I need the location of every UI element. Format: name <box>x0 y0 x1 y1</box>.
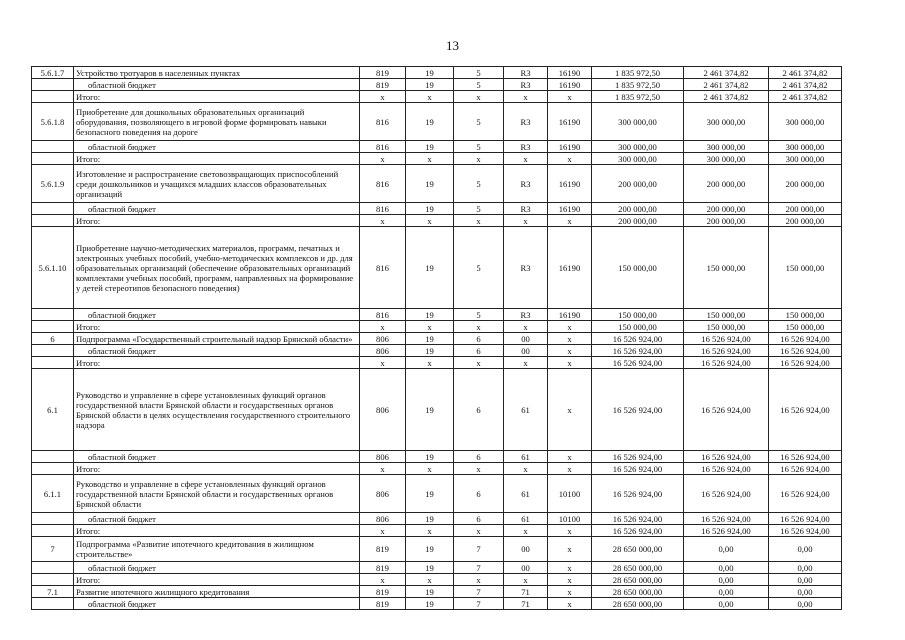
subsection-code-cell: 6 <box>454 475 504 513</box>
direction-code-cell: x <box>548 357 592 369</box>
subsection-code-cell: x <box>454 525 504 537</box>
total-row <box>32 215 842 227</box>
row-number-cell <box>32 525 74 537</box>
row-name-cell: Развитие ипотечного жилищного кредитования <box>74 586 360 598</box>
subsection-code-cell: 6 <box>454 345 504 357</box>
section-code-cell: 19 <box>406 165 454 203</box>
amount-year1-cell: 300 000,00 <box>592 103 684 141</box>
amount-year3-cell: 16 526 924,00 <box>769 357 842 369</box>
row-number-cell <box>32 598 74 610</box>
amount-year2-cell: 2 461 374,82 <box>684 67 769 79</box>
amount-year3-cell: 0,00 <box>769 598 842 610</box>
program-code-cell: x <box>504 574 548 586</box>
amount-year1-cell: 16 526 924,00 <box>592 357 684 369</box>
ministry-code-cell: 816 <box>360 165 406 203</box>
row-name-cell: Итого: <box>74 574 360 586</box>
amount-year1-cell: 16 526 924,00 <box>592 475 684 513</box>
subsection-code-cell: 5 <box>454 165 504 203</box>
row-name-cell: Руководство и управление в сфере установленных функций органов государственной власти Брянской области и государственных органов Брянской области <box>74 475 360 513</box>
row-number-cell <box>32 203 74 215</box>
subsection-code-cell: 6 <box>454 451 504 463</box>
amount-year2-cell: 0,00 <box>684 574 769 586</box>
row-name-cell: областной бюджет <box>74 203 360 215</box>
subsection-code-cell: 5 <box>454 203 504 215</box>
ministry-code-cell: x <box>360 153 406 165</box>
amount-year1-cell: 16 526 924,00 <box>592 513 684 525</box>
program-code-cell: 00 <box>504 345 548 357</box>
row-number-cell <box>32 345 74 357</box>
amount-year3-cell: 16 526 924,00 <box>769 451 842 463</box>
amount-year3-cell: 150 000,00 <box>769 321 842 333</box>
amount-year3-cell: 300 000,00 <box>769 153 842 165</box>
row-number-cell <box>32 309 74 321</box>
amount-year1-cell: 28 650 000,00 <box>592 574 684 586</box>
ministry-code-cell: x <box>360 215 406 227</box>
program-code-cell: x <box>504 91 548 103</box>
amount-year2-cell: 16 526 924,00 <box>684 357 769 369</box>
ministry-code-cell: 819 <box>360 67 406 79</box>
program-code-cell: x <box>504 153 548 165</box>
amount-year1-cell: 16 526 924,00 <box>592 369 684 451</box>
row-number-cell <box>32 562 74 574</box>
amount-year3-cell: 200 000,00 <box>769 165 842 203</box>
amount-year1-cell: 16 526 924,00 <box>592 463 684 475</box>
section-code-cell: 19 <box>406 227 454 309</box>
row-number-cell: 5.6.1.9 <box>32 165 74 203</box>
ministry-code-cell: 806 <box>360 345 406 357</box>
row-number-cell <box>32 513 74 525</box>
program-code-cell: x <box>504 321 548 333</box>
amount-year2-cell: 150 000,00 <box>684 227 769 309</box>
row-number-cell <box>32 357 74 369</box>
section-code-cell: x <box>406 215 454 227</box>
program-code-cell: x <box>504 463 548 475</box>
item-row <box>32 475 842 513</box>
subsection-code-cell: x <box>454 321 504 333</box>
row-number-cell: 7 <box>32 537 74 562</box>
direction-code-cell: x <box>548 321 592 333</box>
budget-source-row <box>32 345 842 357</box>
amount-year3-cell: 0,00 <box>769 574 842 586</box>
amount-year3-cell: 300 000,00 <box>769 103 842 141</box>
amount-year2-cell: 16 526 924,00 <box>684 369 769 451</box>
program-code-cell: 71 <box>504 586 548 598</box>
section-code-cell: 19 <box>406 141 454 153</box>
program-code-cell: x <box>504 357 548 369</box>
row-name-cell: Итого: <box>74 525 360 537</box>
row-name-cell: областной бюджет <box>74 513 360 525</box>
section-code-cell: 19 <box>406 562 454 574</box>
amount-year1-cell: 16 526 924,00 <box>592 451 684 463</box>
direction-code-cell: 10100 <box>548 475 592 513</box>
row-number-cell <box>32 79 74 91</box>
amount-year3-cell: 0,00 <box>769 537 842 562</box>
amount-year3-cell: 16 526 924,00 <box>769 369 842 451</box>
row-name-cell: Руководство и управление в сфере установленных функций органов государственной власти Брянской области и государственных органов Брянской области в целях осуществления государственного строительного надзора <box>74 369 360 451</box>
program-code-cell: x <box>504 525 548 537</box>
amount-year1-cell: 150 000,00 <box>592 309 684 321</box>
direction-code-cell: 16190 <box>548 165 592 203</box>
subsection-code-cell: 5 <box>454 79 504 91</box>
direction-code-cell: x <box>548 562 592 574</box>
row-number-cell <box>32 215 74 227</box>
direction-code-cell: 16190 <box>548 67 592 79</box>
amount-year2-cell: 200 000,00 <box>684 215 769 227</box>
ministry-code-cell: 816 <box>360 141 406 153</box>
program-code-cell: R3 <box>504 227 548 309</box>
amount-year3-cell: 0,00 <box>769 586 842 598</box>
program-code-cell: R3 <box>504 203 548 215</box>
amount-year2-cell: 150 000,00 <box>684 321 769 333</box>
amount-year3-cell: 2 461 374,82 <box>769 67 842 79</box>
amount-year2-cell: 16 526 924,00 <box>684 451 769 463</box>
section-code-cell: 19 <box>406 537 454 562</box>
item-row <box>32 103 842 141</box>
program-code-cell: R3 <box>504 79 548 91</box>
amount-year1-cell: 16 526 924,00 <box>592 525 684 537</box>
program-code-cell: 61 <box>504 369 548 451</box>
direction-code-cell: 16190 <box>548 203 592 215</box>
amount-year2-cell: 16 526 924,00 <box>684 475 769 513</box>
ministry-code-cell: x <box>360 574 406 586</box>
amount-year3-cell: 16 526 924,00 <box>769 345 842 357</box>
item-row <box>32 369 842 451</box>
row-number-cell <box>32 91 74 103</box>
row-name-cell: Приобретение научно-методических материалов, программ, печатных и электронных учебных пособий, учебно-методических комплексов и др. для образовательных организаций (обеспечение образовательных организаций комплектами учебных пособий, программ, направленных на формирование у детей стереотипов безопасного поведения) <box>74 227 360 309</box>
section-code-cell: 19 <box>406 369 454 451</box>
amount-year3-cell: 150 000,00 <box>769 309 842 321</box>
budget-source-row <box>32 562 842 574</box>
subsection-code-cell: x <box>454 463 504 475</box>
amount-year2-cell: 150 000,00 <box>684 309 769 321</box>
ministry-code-cell: 819 <box>360 79 406 91</box>
amount-year2-cell: 2 461 374,82 <box>684 91 769 103</box>
program-code-cell: 61 <box>504 513 548 525</box>
budget-source-row <box>32 598 842 610</box>
item-row <box>32 165 842 203</box>
section-code-cell: 19 <box>406 203 454 215</box>
direction-code-cell: x <box>548 345 592 357</box>
amount-year3-cell: 2 461 374,82 <box>769 91 842 103</box>
row-name-cell: Итого: <box>74 153 360 165</box>
direction-code-cell: x <box>548 586 592 598</box>
program-code-cell: 00 <box>504 562 548 574</box>
item-row <box>32 586 842 598</box>
section-code-cell: 19 <box>406 103 454 141</box>
total-row <box>32 463 842 475</box>
budget-table <box>31 66 842 610</box>
direction-code-cell: x <box>548 598 592 610</box>
section-code-cell: x <box>406 91 454 103</box>
direction-code-cell: 16190 <box>548 309 592 321</box>
total-row <box>32 525 842 537</box>
section-code-cell: 19 <box>406 513 454 525</box>
program-code-cell: 00 <box>504 537 548 562</box>
direction-code-cell: x <box>548 525 592 537</box>
section-code-cell: x <box>406 321 454 333</box>
total-row <box>32 321 842 333</box>
row-name-cell: Изготовление и распространение световозвращающих приспособлений среди дошкольников и учащихся младших классов образовательных организаций <box>74 165 360 203</box>
ministry-code-cell: 819 <box>360 562 406 574</box>
row-number-cell <box>32 451 74 463</box>
ministry-code-cell: 819 <box>360 586 406 598</box>
amount-year3-cell: 300 000,00 <box>769 141 842 153</box>
program-code-cell: R3 <box>504 103 548 141</box>
direction-code-cell: x <box>548 333 592 345</box>
row-number-cell: 6.1.1 <box>32 475 74 513</box>
subsection-code-cell: x <box>454 153 504 165</box>
subsection-code-cell: x <box>454 357 504 369</box>
ministry-code-cell: 816 <box>360 103 406 141</box>
budget-source-row <box>32 203 842 215</box>
amount-year1-cell: 1 835 972,50 <box>592 67 684 79</box>
row-number-cell: 5.6.1.7 <box>32 67 74 79</box>
direction-code-cell: 16190 <box>548 103 592 141</box>
ministry-code-cell: 816 <box>360 309 406 321</box>
ministry-code-cell: x <box>360 463 406 475</box>
section-code-cell: x <box>406 525 454 537</box>
item-row <box>32 67 842 79</box>
row-number-cell: 5.6.1.10 <box>32 227 74 309</box>
subsection-code-cell: 6 <box>454 333 504 345</box>
amount-year1-cell: 150 000,00 <box>592 227 684 309</box>
program-code-cell: 61 <box>504 475 548 513</box>
row-number-cell <box>32 463 74 475</box>
row-name-cell: Подпрограмма «Государственный строительный надзор Брянской области» <box>74 333 360 345</box>
ministry-code-cell: 819 <box>360 598 406 610</box>
subsection-code-cell: 6 <box>454 369 504 451</box>
amount-year1-cell: 28 650 000,00 <box>592 598 684 610</box>
total-row <box>32 91 842 103</box>
amount-year2-cell: 16 526 924,00 <box>684 463 769 475</box>
subsection-code-cell: x <box>454 574 504 586</box>
row-name-cell: Устройство тротуаров в населенных пунктах <box>74 67 360 79</box>
amount-year2-cell: 0,00 <box>684 537 769 562</box>
ministry-code-cell: 819 <box>360 537 406 562</box>
amount-year3-cell: 16 526 924,00 <box>769 333 842 345</box>
amount-year1-cell: 28 650 000,00 <box>592 537 684 562</box>
row-name-cell: областной бюджет <box>74 309 360 321</box>
ministry-code-cell: 806 <box>360 451 406 463</box>
section-code-cell: 19 <box>406 333 454 345</box>
amount-year3-cell: 200 000,00 <box>769 203 842 215</box>
section-code-cell: x <box>406 153 454 165</box>
section-code-cell: x <box>406 574 454 586</box>
budget-source-row <box>32 79 842 91</box>
amount-year3-cell: 200 000,00 <box>769 215 842 227</box>
direction-code-cell: x <box>548 451 592 463</box>
direction-code-cell: x <box>548 369 592 451</box>
section-code-cell: 19 <box>406 598 454 610</box>
subsection-code-cell: 5 <box>454 309 504 321</box>
row-name-cell: Итого: <box>74 215 360 227</box>
amount-year2-cell: 16 526 924,00 <box>684 333 769 345</box>
table-body <box>32 67 842 610</box>
amount-year1-cell: 28 650 000,00 <box>592 562 684 574</box>
item-row <box>32 537 842 562</box>
section-code-cell: 19 <box>406 451 454 463</box>
subsection-code-cell: 6 <box>454 513 504 525</box>
ministry-code-cell: 806 <box>360 475 406 513</box>
row-number-cell: 7.1 <box>32 586 74 598</box>
ministry-code-cell: x <box>360 357 406 369</box>
amount-year2-cell: 0,00 <box>684 598 769 610</box>
program-code-cell: R3 <box>504 165 548 203</box>
subsection-code-cell: 5 <box>454 103 504 141</box>
row-name-cell: областной бюджет <box>74 79 360 91</box>
amount-year3-cell: 16 526 924,00 <box>769 525 842 537</box>
ministry-code-cell: x <box>360 525 406 537</box>
subsection-code-cell: 7 <box>454 537 504 562</box>
row-name-cell: Приобретение для дошкольных образовательных организаций оборудования, позволяющего в игровой форме формировать навыки безопасного поведения на дороге <box>74 103 360 141</box>
program-code-cell: R3 <box>504 309 548 321</box>
subsection-code-cell: 7 <box>454 562 504 574</box>
subsection-code-cell: x <box>454 91 504 103</box>
amount-year2-cell: 2 461 374,82 <box>684 79 769 91</box>
amount-year1-cell: 300 000,00 <box>592 141 684 153</box>
direction-code-cell: x <box>548 463 592 475</box>
ministry-code-cell: x <box>360 321 406 333</box>
program-code-cell: 71 <box>504 598 548 610</box>
amount-year1-cell: 16 526 924,00 <box>592 333 684 345</box>
subsection-code-cell: 5 <box>454 141 504 153</box>
item-row <box>32 227 842 309</box>
page-number: 13 <box>446 38 459 53</box>
row-name-cell: областной бюджет <box>74 345 360 357</box>
amount-year3-cell: 16 526 924,00 <box>769 463 842 475</box>
section-code-cell: 19 <box>406 475 454 513</box>
amount-year1-cell: 1 835 972,50 <box>592 79 684 91</box>
subsection-code-cell: 5 <box>454 227 504 309</box>
amount-year2-cell: 16 526 924,00 <box>684 513 769 525</box>
budget-source-row <box>32 309 842 321</box>
row-name-cell: Подпрограмма «Развитие ипотечного кредитования в жилищном строительстве» <box>74 537 360 562</box>
subsection-code-cell: x <box>454 215 504 227</box>
direction-code-cell: 16190 <box>548 79 592 91</box>
budget-source-row <box>32 451 842 463</box>
amount-year2-cell: 16 526 924,00 <box>684 345 769 357</box>
direction-code-cell: x <box>548 574 592 586</box>
direction-code-cell: x <box>548 91 592 103</box>
amount-year2-cell: 200 000,00 <box>684 203 769 215</box>
amount-year1-cell: 150 000,00 <box>592 321 684 333</box>
budget-source-row <box>32 141 842 153</box>
row-name-cell: областной бюджет <box>74 451 360 463</box>
row-number-cell <box>32 321 74 333</box>
row-name-cell: областной бюджет <box>74 141 360 153</box>
ministry-code-cell: x <box>360 91 406 103</box>
amount-year3-cell: 0,00 <box>769 562 842 574</box>
program-code-cell: x <box>504 215 548 227</box>
section-code-cell: 19 <box>406 67 454 79</box>
row-number-cell: 6.1 <box>32 369 74 451</box>
section-code-cell: 19 <box>406 79 454 91</box>
subsection-code-cell: 5 <box>454 67 504 79</box>
amount-year2-cell: 200 000,00 <box>684 165 769 203</box>
direction-code-cell: 16190 <box>548 141 592 153</box>
amount-year1-cell: 200 000,00 <box>592 203 684 215</box>
row-name-cell: Итого: <box>74 321 360 333</box>
section-code-cell: x <box>406 357 454 369</box>
amount-year3-cell: 16 526 924,00 <box>769 513 842 525</box>
direction-code-cell: 16190 <box>548 227 592 309</box>
direction-code-cell: x <box>548 215 592 227</box>
amount-year2-cell: 300 000,00 <box>684 141 769 153</box>
row-name-cell: областной бюджет <box>74 598 360 610</box>
row-number-cell <box>32 141 74 153</box>
direction-code-cell: x <box>548 537 592 562</box>
amount-year2-cell: 300 000,00 <box>684 153 769 165</box>
program-code-cell: R3 <box>504 67 548 79</box>
program-code-cell: R3 <box>504 141 548 153</box>
item-row <box>32 333 842 345</box>
row-number-cell: 6 <box>32 333 74 345</box>
amount-year2-cell: 0,00 <box>684 586 769 598</box>
amount-year3-cell: 16 526 924,00 <box>769 475 842 513</box>
total-row <box>32 153 842 165</box>
ministry-code-cell: 806 <box>360 369 406 451</box>
section-code-cell: 19 <box>406 586 454 598</box>
ministry-code-cell: 806 <box>360 513 406 525</box>
ministry-code-cell: 816 <box>360 227 406 309</box>
amount-year1-cell: 1 835 972,50 <box>592 91 684 103</box>
row-number-cell <box>32 153 74 165</box>
subsection-code-cell: 7 <box>454 586 504 598</box>
amount-year1-cell: 16 526 924,00 <box>592 345 684 357</box>
subsection-code-cell: 7 <box>454 598 504 610</box>
direction-code-cell: x <box>548 153 592 165</box>
section-code-cell: 19 <box>406 309 454 321</box>
row-name-cell: Итого: <box>74 357 360 369</box>
amount-year1-cell: 28 650 000,00 <box>592 586 684 598</box>
program-code-cell: 00 <box>504 333 548 345</box>
amount-year3-cell: 150 000,00 <box>769 227 842 309</box>
row-number-cell <box>32 574 74 586</box>
total-row <box>32 574 842 586</box>
direction-code-cell: 10100 <box>548 513 592 525</box>
amount-year3-cell: 2 461 374,82 <box>769 79 842 91</box>
ministry-code-cell: 806 <box>360 333 406 345</box>
section-code-cell: 19 <box>406 345 454 357</box>
amount-year1-cell: 200 000,00 <box>592 215 684 227</box>
amount-year1-cell: 300 000,00 <box>592 153 684 165</box>
amount-year2-cell: 16 526 924,00 <box>684 525 769 537</box>
section-code-cell: x <box>406 463 454 475</box>
amount-year2-cell: 300 000,00 <box>684 103 769 141</box>
row-name-cell: Итого: <box>74 91 360 103</box>
program-code-cell: 61 <box>504 451 548 463</box>
row-name-cell: областной бюджет <box>74 562 360 574</box>
budget-source-row <box>32 513 842 525</box>
row-name-cell: Итого: <box>74 463 360 475</box>
amount-year1-cell: 200 000,00 <box>592 165 684 203</box>
row-number-cell: 5.6.1.8 <box>32 103 74 141</box>
ministry-code-cell: 816 <box>360 203 406 215</box>
amount-year2-cell: 0,00 <box>684 562 769 574</box>
total-row <box>32 357 842 369</box>
